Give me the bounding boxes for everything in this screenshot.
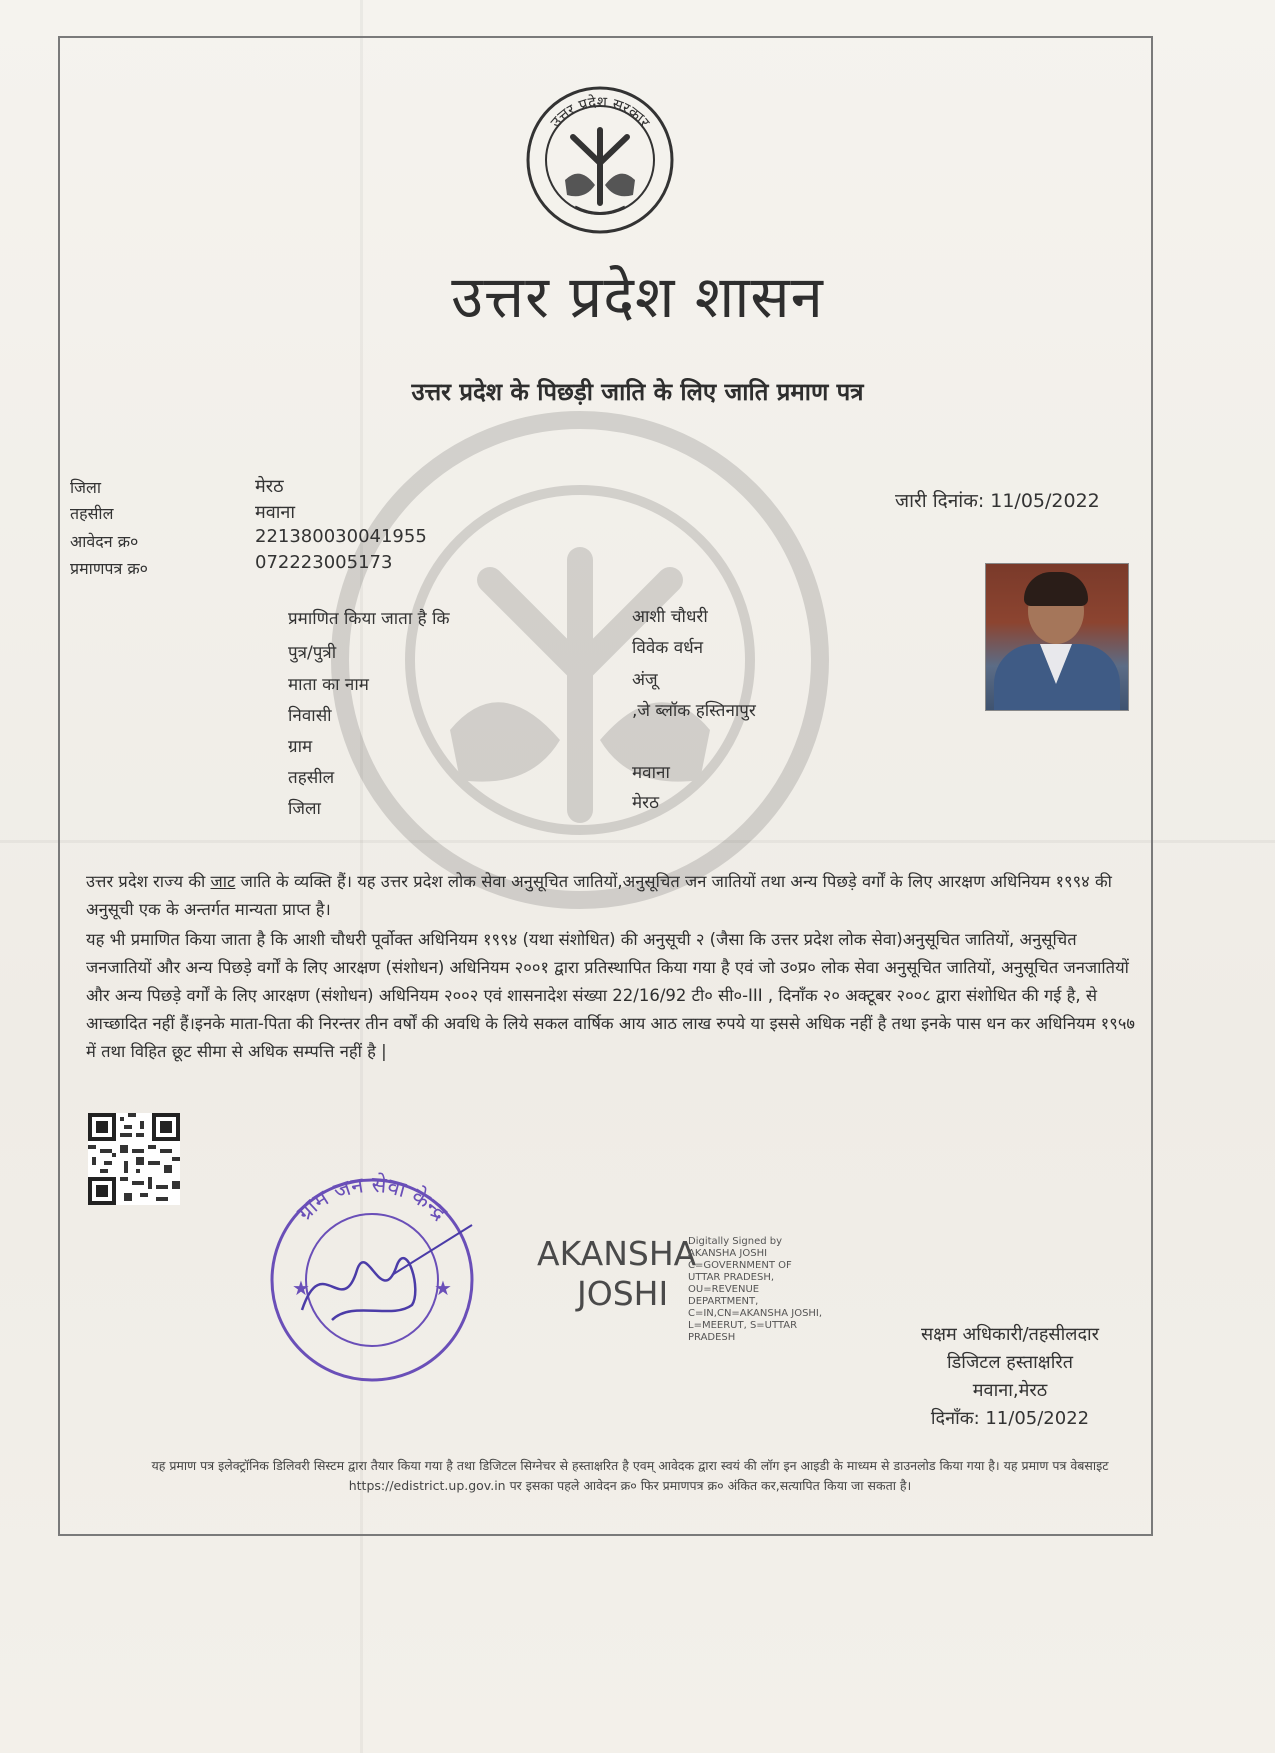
- detail-label: निवासी: [288, 706, 332, 726]
- application-number-label: आवेदन क्र०: [70, 532, 139, 551]
- issue-date: जारी दिनांक: 11/05/2022: [895, 490, 1100, 512]
- detail-label: माता का नाम: [288, 675, 369, 695]
- emblem-text: उत्तर प्रदेश सरकार: [546, 92, 654, 132]
- detail-value: ,जे ब्लॉक हस्तिनापुर: [632, 701, 756, 721]
- digital-signer-name: AKANSHA JOSHI: [537, 1234, 697, 1313]
- tehsil-value: मवाना: [255, 502, 296, 523]
- detail-label: तहसील: [288, 768, 335, 788]
- application-number-value: 221380030041955: [255, 526, 427, 547]
- certificate-paragraph-2: यह भी प्रमाणित किया जाता है कि आशी चौधरी पूर्वोक्त अधिनियम १९९४ (यथा संशोधित) की अनुसूची २ (जैसा कि उत्तर प्रदेश लोक सेवा)अनुसूचित जातियों, अनुसूचित जनजातियों और अन्य पिछड़े वर्गों के लिए आरक्षण (संशोधन) अधिनियम २००१ द्वारा प्रतिस्थापित किया गया है एवं जो उ०प्र० लोक सेवा अनुसूचित जातियों, अनुसूचित जनजातियों और अन्य पिछड़े वर्गों के लिए आरक्षण (संशोधन) अधिनियम २००२ एवं शासनादेश संख्या 22/16/92 टी० सी०-III , दिनाँक २० अक्टूबर २००८ द्वारा संशोधित की गई है, से आच्छादित नहीं हैं।इनके माता-पिता की निरन्तर तीन वर्षों की अवधि के लिये सकल वार्षिक आय आठ लाख रुपये या इससे अधिक नहीं है तथा इनके पास धन कर अधिनियम १९५७ में तथा विहित छूट सीमा से अधिक सम्पत्ति नहीं है |: [86, 930, 1135, 1061]
- detail-label: प्रमाणित किया जाता है कि: [288, 609, 450, 629]
- digitally-signed-label: डिजिटल हस्ताक्षरित: [947, 1352, 1073, 1373]
- up-government-emblem-icon: [525, 85, 675, 235]
- district-value: मेरठ: [255, 476, 284, 497]
- official-stamp-icon: [262, 1170, 482, 1390]
- district-label: जिला: [70, 478, 102, 497]
- svg-text:★: ★: [434, 1276, 452, 1300]
- emblem-watermark-icon: [330, 410, 830, 910]
- detail-label: जिला: [288, 799, 321, 819]
- certificate-number-value: 072223005173: [255, 552, 393, 573]
- certificate-paragraph-1: उत्तर प्रदेश राज्य की जाट जाति के व्यक्ति हैं। यह उत्तर प्रदेश लोक सेवा अनुसूचित जातियों,अनुसूचित जन जातियों तथा अन्य पिछड़े वर्गों के लिए आरक्षण अधिनियम १९९४ की अनुसूची एक के अन्तर्गत मान्यता प्राप्त है।: [86, 872, 1112, 919]
- detail-label: पुत्र/पुत्री: [288, 643, 337, 663]
- certificate-subtitle: उत्तर प्रदेश के पिछड़ी जाति के लिए जाति प्रमाण पत्र: [411, 378, 864, 406]
- detail-value: अंजू: [632, 670, 658, 690]
- detail-label: ग्राम: [288, 737, 313, 757]
- detail-value: विवेक वर्धन: [632, 638, 704, 658]
- stamp-text: ग्राम जन सेवा केन्द्र: [292, 1172, 452, 1226]
- certificate-number-label: प्रमाणपत्र क्र०: [70, 559, 148, 578]
- signature-date: दिनाँक: 11/05/2022: [930, 1408, 1090, 1429]
- svg-text:★: ★: [292, 1276, 310, 1300]
- verification-footer: यह प्रमाण पत्र इलेक्ट्रॉनिक डिलिवरी सिस्टम द्वारा तैयार किया गया है तथा डिजिटल सिग्नेचर से हस्ताक्षरित है एवम् आवेदक द्वारा स्वयं की लॉग इन आइडी के माध्यम से डाउनलोड किया गया है। यह प्रमाण पत्र वेबसाइट https://edistrict.up.gov.in पर इसका पहले आवेदन क्र० फिर प्रमाणपत्र क्र० अंकित कर,सत्यापित किया जा सकता है।: [151, 1458, 1109, 1493]
- officer-location: मवाना,मेरठ: [972, 1380, 1048, 1401]
- tehsil-label: तहसील: [70, 504, 114, 523]
- caste-name: जाट: [210, 872, 236, 891]
- detail-value: मवाना: [632, 763, 670, 783]
- detail-value: मेरठ: [632, 793, 659, 813]
- applicant-photo: [985, 563, 1129, 711]
- digital-signature-details: Digitally Signed by AKANSHA JOSHI C=GOVERNMENT OF UTTAR PRADESH, OU=REVENUE DEPARTMENT, C=IN,CN=AKANSHA JOSHI, L=MEERUT, S=UTTAR PRADESH: [688, 1236, 823, 1343]
- detail-value: आशी चौधरी: [632, 607, 708, 627]
- svg-text:ग्राम जन सेवा केन्द्र: [293, 1172, 452, 1226]
- certificate-title: उत्तर प्रदेश शासन: [451, 263, 824, 331]
- officer-designation: सक्षम अधिकारी/तहसीलदार: [920, 1324, 1100, 1345]
- qr-code-icon: [88, 1113, 180, 1205]
